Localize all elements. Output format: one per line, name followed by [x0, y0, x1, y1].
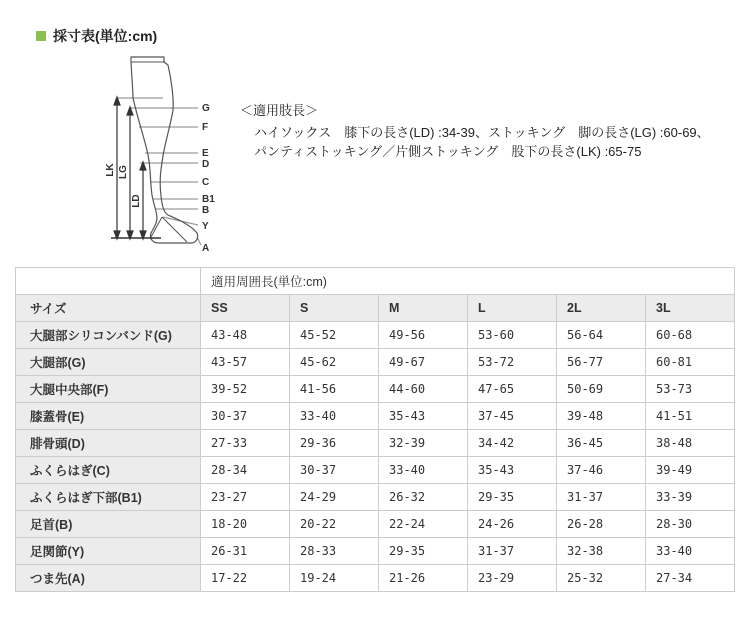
- cell: 36-45: [557, 430, 646, 457]
- applicable-length-note: [240, 101, 710, 161]
- cell: 44-60: [379, 376, 468, 403]
- green-square-bullet-icon: [36, 31, 46, 41]
- size-header-ss: SS: [201, 295, 290, 322]
- stocking-outline: [131, 57, 198, 243]
- cell: 49-56: [379, 322, 468, 349]
- cell: 33-40: [379, 457, 468, 484]
- size-table: [15, 267, 735, 592]
- cell: 30-37: [290, 457, 379, 484]
- row-label: ふくらはぎ下部(B1): [16, 484, 201, 511]
- cell: 35-43: [468, 457, 557, 484]
- table-row: [16, 457, 735, 484]
- cell: 32-38: [557, 538, 646, 565]
- cell: 28-33: [290, 538, 379, 565]
- cell: 24-26: [468, 511, 557, 538]
- size-header-m: M: [379, 295, 468, 322]
- applicable-length-line2: パンティストッキング／片側ストッキング 股下の長さ(LK) :65-75: [254, 144, 642, 159]
- cell: 33-40: [290, 403, 379, 430]
- length-labels: [105, 163, 142, 208]
- row-label: 足首(B): [16, 511, 201, 538]
- cell: 37-45: [468, 403, 557, 430]
- cell: 32-39: [379, 430, 468, 457]
- table-row: [16, 403, 735, 430]
- cell: 33-39: [646, 484, 735, 511]
- cell: 31-37: [557, 484, 646, 511]
- cell: 31-37: [468, 538, 557, 565]
- cell: 35-43: [379, 403, 468, 430]
- table-header-row-sizes: [16, 295, 735, 322]
- cell: 33-40: [646, 538, 735, 565]
- cell: 19-24: [290, 565, 379, 592]
- cell: 53-72: [468, 349, 557, 376]
- table-row: [16, 430, 735, 457]
- circumference-header: 適用周囲長(単位:cm): [201, 268, 735, 295]
- row-label: 膝蓋骨(E): [16, 403, 201, 430]
- cell: 28-30: [646, 511, 735, 538]
- cell: 23-27: [201, 484, 290, 511]
- label-G: G: [202, 103, 210, 114]
- size-header-2l: 2L: [557, 295, 646, 322]
- label-F: F: [202, 122, 209, 133]
- leg-measurement-diagram: [105, 48, 235, 260]
- cell: 53-73: [646, 376, 735, 403]
- cell: 20-22: [290, 511, 379, 538]
- page-title: [36, 26, 157, 46]
- cell: 37-46: [557, 457, 646, 484]
- cell: 38-48: [646, 430, 735, 457]
- cell: 29-36: [290, 430, 379, 457]
- cell: 29-35: [379, 538, 468, 565]
- cell: 50-69: [557, 376, 646, 403]
- table-row: [16, 484, 735, 511]
- point-labels: [202, 103, 215, 254]
- table-row: [16, 511, 735, 538]
- cell: 27-34: [646, 565, 735, 592]
- cell: 34-42: [468, 430, 557, 457]
- table-row: [16, 349, 735, 376]
- cell: 60-68: [646, 322, 735, 349]
- cell: 26-32: [379, 484, 468, 511]
- label-LK: LK: [105, 163, 116, 177]
- row-label: 足関節(Y): [16, 538, 201, 565]
- cell: 27-33: [201, 430, 290, 457]
- row-label: 大腿中央部(F): [16, 376, 201, 403]
- applicable-length-line1: ハイソックス 膝下の長さ(LD) :34-39、ストッキング 脚の長さ(LG) :60-69、: [254, 125, 710, 140]
- cell: 26-28: [557, 511, 646, 538]
- cell: 18-20: [201, 511, 290, 538]
- cell: 22-24: [379, 511, 468, 538]
- cell: 41-56: [290, 376, 379, 403]
- label-D: D: [202, 159, 210, 170]
- cell: 25-32: [557, 565, 646, 592]
- cell: 49-67: [379, 349, 468, 376]
- cell: 47-65: [468, 376, 557, 403]
- row-label: 大腿部(G): [16, 349, 201, 376]
- table-header-row-circumference: [16, 268, 735, 295]
- row-label: 腓骨頭(D): [16, 430, 201, 457]
- size-column-label: サイズ: [16, 295, 201, 322]
- cell: 60-81: [646, 349, 735, 376]
- row-label: 大腿部シリコンバンド(G): [16, 322, 201, 349]
- table-row: [16, 322, 735, 349]
- cell: 53-60: [468, 322, 557, 349]
- cell: 43-57: [201, 349, 290, 376]
- label-C: C: [202, 177, 210, 188]
- label-LD: LD: [131, 194, 142, 208]
- size-header-l: L: [468, 295, 557, 322]
- cell: 45-52: [290, 322, 379, 349]
- table-row: [16, 538, 735, 565]
- cell: 56-64: [557, 322, 646, 349]
- label-Y: Y: [202, 221, 209, 232]
- applicable-length-heading: ＜適用肢長＞: [240, 103, 319, 118]
- cell: 43-48: [201, 322, 290, 349]
- page-title-text: 採寸表(単位:cm): [53, 28, 158, 44]
- cell: 17-22: [201, 565, 290, 592]
- size-header-s: S: [290, 295, 379, 322]
- cell: 23-29: [468, 565, 557, 592]
- cell: 39-49: [646, 457, 735, 484]
- cell: 26-31: [201, 538, 290, 565]
- cell: 28-34: [201, 457, 290, 484]
- cell: 41-51: [646, 403, 735, 430]
- label-B1: B1: [202, 194, 215, 205]
- label-A: A: [202, 243, 210, 254]
- cell: 29-35: [468, 484, 557, 511]
- table-row: [16, 376, 735, 403]
- row-label: つま先(A): [16, 565, 201, 592]
- cell: 30-37: [201, 403, 290, 430]
- table-row: [16, 565, 735, 592]
- label-B: B: [202, 205, 210, 216]
- label-LG: LG: [118, 165, 129, 179]
- cell: 39-52: [201, 376, 290, 403]
- row-label: ふくらはぎ(C): [16, 457, 201, 484]
- cell: 56-77: [557, 349, 646, 376]
- corner-cell: [16, 268, 201, 295]
- cell: 24-29: [290, 484, 379, 511]
- label-E: E: [202, 148, 209, 159]
- size-header-3l: 3L: [646, 295, 735, 322]
- cell: 45-62: [290, 349, 379, 376]
- cell: 39-48: [557, 403, 646, 430]
- cell: 21-26: [379, 565, 468, 592]
